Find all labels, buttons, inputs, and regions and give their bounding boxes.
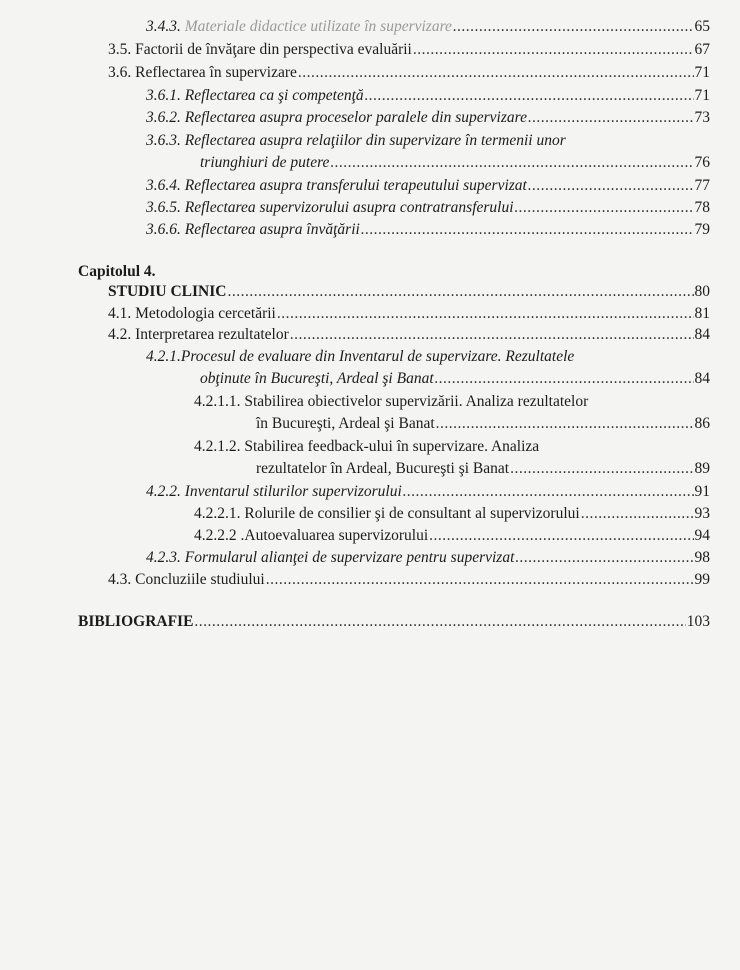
toc-page-number: 80 — [694, 283, 710, 300]
toc-entry-title: BIBLIOGRAFIE — [78, 613, 194, 630]
toc-entry-4-2-2-2 — [194, 526, 710, 546]
toc-page-number: 79 — [694, 221, 710, 238]
dot-leader — [330, 153, 693, 173]
toc-page-number: 71 — [694, 64, 710, 81]
toc-entry-title: 4.2.2.2 .Autoevaluarea supervizorului — [194, 527, 429, 544]
dot-leader — [194, 612, 685, 632]
toc-entry-title: 3.6.5. Reflectarea supervizorului asupra contratransferului — [146, 199, 514, 216]
dot-leader — [528, 108, 694, 128]
toc-page-number: 94 — [694, 527, 710, 544]
toc-entry-title: 4.2.2.1. Rolurile de consilier şi de consultant al supervizorului — [194, 505, 580, 522]
toc-entry-3-6-2 — [146, 108, 710, 128]
toc-entry-title: STUDIU CLINIC — [108, 283, 227, 300]
toc-entry-title: Materiale didactice utilizate în supervizare — [184, 18, 452, 35]
toc-entry-title-continued: în Bucureşti, Ardeal şi Banat — [256, 415, 435, 432]
toc-entry-bibliografie — [78, 612, 710, 632]
dot-leader — [581, 504, 694, 524]
dot-leader — [227, 282, 693, 302]
toc-entry-4-2-1-1 — [256, 414, 710, 434]
toc-entry-4-2-2 — [146, 482, 710, 502]
dot-leader — [435, 369, 694, 389]
toc-entry-3-6-4 — [146, 176, 710, 196]
toc-entry-3-6-1 — [146, 86, 710, 106]
dot-leader — [413, 40, 694, 60]
toc-page-number: 78 — [694, 199, 710, 216]
toc-page-number: 77 — [694, 177, 710, 194]
toc-page-number: 81 — [694, 305, 710, 322]
toc-entry-title-continued: obţinute în Bucureşti, Ardeal şi Banat — [200, 370, 434, 387]
toc-entry-4-1 — [108, 304, 710, 324]
toc-entry-4-2-1-2-line1: 4.2.1.2. Stabilirea feedback-ului în supervizare. Analiza — [194, 438, 540, 455]
toc-entry-title: 3.6. Reflectarea în supervizare — [108, 64, 297, 81]
dot-leader — [429, 526, 693, 546]
toc-page-number: 65 — [694, 18, 710, 35]
dot-leader — [290, 325, 694, 345]
toc-page-number: 67 — [694, 41, 710, 58]
toc-entry-4-2-3 — [146, 548, 710, 568]
toc-entry-title: 3.6.6. Reflectarea asupra învăţării — [146, 221, 360, 238]
dot-leader — [453, 17, 694, 37]
toc-entry-title: 3.6.4. Reflectarea asupra transferului terapeutului supervizat — [146, 177, 527, 194]
toc-entry-3-6-5 — [146, 198, 710, 218]
toc-page-number: 86 — [694, 415, 710, 432]
toc-entry-4-2-1-2 — [256, 459, 710, 479]
chapter-heading: Capitolul 4. — [78, 263, 156, 280]
toc-entry-studiu-clinic — [108, 282, 710, 302]
toc-entry-4-2-1 — [200, 369, 710, 389]
dot-leader — [515, 198, 694, 218]
dot-leader — [403, 482, 694, 502]
toc-page-number: 84 — [694, 370, 710, 387]
toc-entry-title: 4.3. Concluziile studiului — [108, 571, 265, 588]
toc-page-number: 91 — [694, 483, 710, 500]
toc-entry-3-6-6 — [146, 220, 710, 240]
dot-leader — [510, 459, 693, 479]
dot-leader — [361, 220, 694, 240]
toc-entry-4-2-1-1-line1: 4.2.1.1. Stabilirea obiectivelor supervizării. Analiza rezultatelor — [194, 393, 589, 410]
toc-entry-title: 4.2.3. Formularul alianţei de supervizare pentru supervizat — [146, 549, 515, 566]
dot-leader — [277, 304, 694, 324]
toc-entry-title: 4.1. Metodologia cercetării — [108, 305, 276, 322]
toc-page-number: 103 — [686, 613, 710, 630]
toc-page-number: 71 — [694, 87, 710, 104]
toc-entry-title: 3.6.1. Reflectarea ca şi competenţă — [146, 87, 364, 104]
dot-leader — [298, 63, 694, 83]
toc-entry-3-6-3-line1: 3.6.3. Reflectarea asupra relaţiilor din supervizare în termenii unor — [146, 132, 566, 149]
dot-leader — [528, 176, 694, 196]
dot-leader — [515, 548, 693, 568]
toc-entry-title-continued: triunghiuri de putere — [200, 154, 330, 171]
toc-page-number: 89 — [694, 460, 710, 477]
toc-entry-title: 4.2.2. Inventarul stilurilor supervizorului — [146, 483, 402, 500]
toc-entry-title: 3.5. Factorii de învăţare din perspectiva evaluării — [108, 41, 412, 58]
toc-entry-title-continued: rezultatelor în Ardeal, Bucureşti şi Banat — [256, 460, 510, 477]
toc-entry-4-3 — [108, 570, 710, 590]
toc-page-number: 98 — [694, 549, 710, 566]
toc-entry-title: 4.2. Interpretarea rezultatelor — [108, 326, 289, 343]
toc-entry-4-2-2-1 — [194, 504, 710, 524]
toc-entry-3-6 — [108, 63, 710, 83]
dot-leader — [365, 86, 694, 106]
dot-leader — [436, 414, 694, 434]
toc-entry-4-2 — [108, 325, 710, 345]
dot-leader — [266, 570, 694, 590]
toc-entry-3-6-3 — [200, 153, 710, 173]
toc-entry-title: 3.6.2. Reflectarea asupra proceselor paralele din supervizare — [146, 109, 527, 126]
toc-page-number: 99 — [694, 571, 710, 588]
toc-page-number: 76 — [694, 154, 710, 171]
toc-entry-number: 3.4.3. — [146, 18, 181, 35]
toc-page-number: 84 — [694, 326, 710, 343]
toc-entry-4-2-1-line1: 4.2.1.Procesul de evaluare din Inventarul de supervizare. Rezultatele — [146, 348, 575, 365]
toc-entry-3-4-3 — [146, 17, 710, 37]
toc-entry-3-5 — [108, 40, 710, 60]
toc-page-number: 93 — [694, 505, 710, 522]
toc-page-number: 73 — [694, 109, 710, 126]
